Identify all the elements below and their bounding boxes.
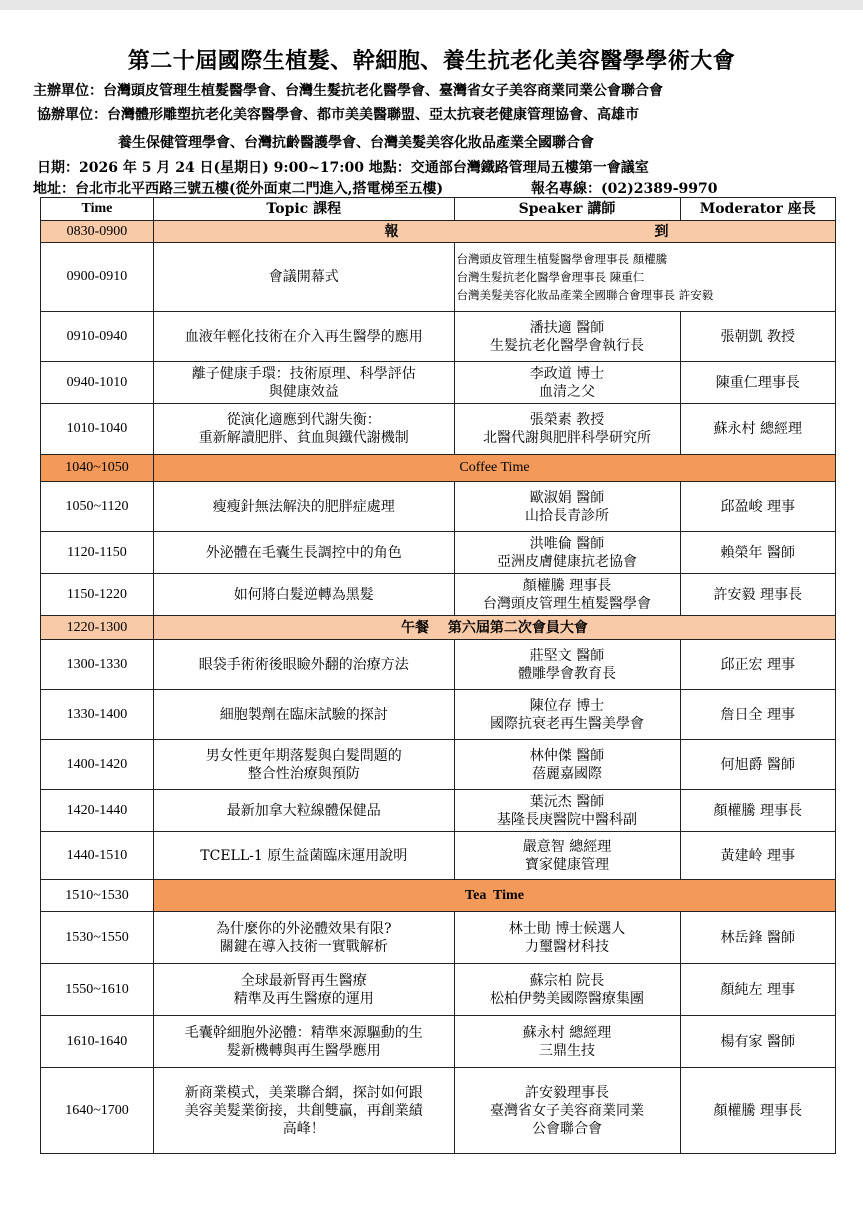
- header-moderator: Moderator 座長: [680, 198, 836, 221]
- lunch-row: [41, 616, 836, 640]
- lunch-label: 午餐 第六屆第二次會員大會: [153, 616, 835, 640]
- page-title: 第二十屆國際生植髮、幹細胞、養生抗老化美容醫學學術大會: [127, 48, 736, 74]
- time-cell: 1400-1420: [41, 740, 154, 790]
- header-topic: Topic 課程: [153, 198, 454, 221]
- tea-label: Tea Time: [153, 880, 835, 912]
- moderator-cell: 顏權騰 理事長: [680, 790, 836, 832]
- time-cell: 0940-1010: [41, 362, 154, 404]
- speaker-cell: 顏權騰 理事長 台灣頭皮管理生植髮醫學會: [454, 574, 680, 616]
- speaker-cell: 蘇宗柏 院長 松柏伊勢美國際醫療集團: [454, 964, 680, 1016]
- opening-row: [41, 243, 836, 312]
- topic-cell: 新商業模式，美業聯合網，探討如何跟 美容美髮業銜接，共創雙贏，再創業績 高峰！: [153, 1068, 454, 1154]
- topic-cell: 瘦瘦針無法解決的肥胖症處理: [153, 482, 454, 532]
- registration-label-b: 到: [654, 223, 669, 240]
- session-row: [41, 790, 836, 832]
- opening-speaker-1: 台灣頭皮管理生植髮醫學會理事長 顏權騰: [456, 252, 668, 266]
- time-cell: 1640~1700: [41, 1068, 154, 1154]
- session-row: [41, 740, 836, 790]
- speaker-cell: 洪唯倫 醫師 亞洲皮膚健康抗老協會: [454, 532, 680, 574]
- moderator-cell: 陳重仁理事長: [680, 362, 836, 404]
- session-row: [41, 362, 836, 404]
- schedule-table: [40, 197, 836, 1154]
- moderator-cell: 邱盈峻 理事: [680, 482, 836, 532]
- session-row: [41, 640, 836, 690]
- speaker-cell: 莊堅文 醫師 體雕學會教育長: [454, 640, 680, 690]
- co-organizer-line-1: 協辦單位：台灣體形雕塑抗老化美容醫學會、都市美美醫聯盟、亞太抗衰老健康管理協會、高雄市: [37, 107, 639, 123]
- top-bar: [0, 0, 863, 10]
- opening-speaker-2: 台灣生髮抗老化醫學會理事長 陳重仁: [456, 270, 645, 284]
- coffee-row: [41, 455, 836, 482]
- time-cell: 1610-1640: [41, 1016, 154, 1068]
- co-organizer-line-2: 養生保健管理學會、台灣抗齡醫護學會、台灣美髮美容化妝品產業全國聯合會: [118, 135, 594, 151]
- speaker-cell: 林士勛 博士候選人 力璽醫材科技: [454, 912, 680, 964]
- session-row: [41, 312, 836, 362]
- topic-cell: 眼袋手術術後眼瞼外翻的治療方法: [153, 640, 454, 690]
- time-cell: 1420-1440: [41, 790, 154, 832]
- topic-cell: 細胞製劑在臨床試驗的探討: [153, 690, 454, 740]
- topic-cell: 離子健康手環：技術原理、科學評估 與健康效益: [153, 362, 454, 404]
- session-row: [41, 404, 836, 455]
- moderator-cell: 顏權騰 理事長: [680, 1068, 836, 1154]
- registration-label: [153, 221, 835, 243]
- hotline: 報名專線：(02)2389-9970: [531, 181, 718, 197]
- moderator-cell: 蘇永村 總經理: [680, 404, 836, 455]
- session-row: [41, 912, 836, 964]
- session-row: [41, 832, 836, 880]
- speaker-cell: [454, 243, 835, 312]
- address-line: 地址：台北市北平西路三號五樓(從外面東二門進入,搭電梯至五樓): [33, 181, 444, 197]
- time-cell: 1220-1300: [41, 616, 154, 640]
- moderator-cell: 顏純左 理事: [680, 964, 836, 1016]
- topic-cell: 從演化適應到代謝失衡： 重新解讀肥胖、貧血與鐵代謝機制: [153, 404, 454, 455]
- moderator-cell: 許安毅 理事長: [680, 574, 836, 616]
- topic-cell: TCELL-1 原生益菌臨床運用說明: [153, 832, 454, 880]
- header-row: [41, 198, 836, 221]
- topic-cell: 最新加拿大粒線體保健品: [153, 790, 454, 832]
- topic-cell: 男女性更年期落髮與白髮問題的 整合性治療與預防: [153, 740, 454, 790]
- session-row: [41, 1016, 836, 1068]
- topic-cell: 如何將白髮逆轉為黑髮: [153, 574, 454, 616]
- speaker-cell: 蘇永村 總經理 三鼎生技: [454, 1016, 680, 1068]
- moderator-cell: 林岳鋒 醫師: [680, 912, 836, 964]
- time-cell: 0900-0910: [41, 243, 154, 312]
- topic-cell: 為什麼你的外泌體效果有限? 關鍵在導入技術一實戰解析: [153, 912, 454, 964]
- time-cell: 1150-1220: [41, 574, 154, 616]
- tea-row: [41, 880, 836, 912]
- moderator-cell: 張朝凱 教授: [680, 312, 836, 362]
- session-row: [41, 574, 836, 616]
- time-cell: 1300-1330: [41, 640, 154, 690]
- time-cell: 1510~1530: [41, 880, 154, 912]
- time-cell: 1550~1610: [41, 964, 154, 1016]
- speaker-cell: 嚴意智 總經理 寶家健康管理: [454, 832, 680, 880]
- speaker-cell: 葉沅杰 醫師 基隆長庚醫院中醫科副: [454, 790, 680, 832]
- topic-cell: 血液年輕化技術在介入再生醫學的應用: [153, 312, 454, 362]
- header-speaker: Speaker 講師: [454, 198, 680, 221]
- speaker-cell: 林仲傑 醫師 蓓麗嘉國際: [454, 740, 680, 790]
- time-cell: 1010-1040: [41, 404, 154, 455]
- date-venue-line: 日期：2026 年 5 月 24 日(星期日) 9:00~17:00 地點：交通部台灣鐵路管理局五樓第一會議室: [37, 160, 649, 176]
- session-row: [41, 532, 836, 574]
- session-row: [41, 964, 836, 1016]
- speaker-cell: 李政道 博士 血清之父: [454, 362, 680, 404]
- topic-cell: 外泌體在毛囊生長調控中的角色: [153, 532, 454, 574]
- time-cell: 1040~1050: [41, 455, 154, 482]
- speaker-cell: 許安毅理事長 臺灣省女子美容商業同業 公會聯合會: [454, 1068, 680, 1154]
- registration-label-a: 報: [384, 223, 399, 240]
- moderator-cell: 賴榮年 醫師: [680, 532, 836, 574]
- speaker-cell: 張榮素 教授 北醫代謝與肥胖科學研究所: [454, 404, 680, 455]
- topic-cell: 毛囊幹細胞外泌體：精準來源驅動的生 髮新機轉與再生醫學應用: [153, 1016, 454, 1068]
- speaker-cell: 歐淑娟 醫師 山拾長青診所: [454, 482, 680, 532]
- header-time: Time: [41, 198, 154, 221]
- time-cell: 0910-0940: [41, 312, 154, 362]
- topic-cell: 會議開幕式: [153, 243, 454, 312]
- moderator-cell: 邱正宏 理事: [680, 640, 836, 690]
- time-cell: 0830-0900: [41, 221, 154, 243]
- moderator-cell: 黃建岭 理事: [680, 832, 836, 880]
- time-cell: 1050~1120: [41, 482, 154, 532]
- opening-speaker-3: 台灣美髮美容化妝品產業全國聯合會理事長 許安毅: [456, 288, 714, 302]
- time-cell: 1530~1550: [41, 912, 154, 964]
- time-cell: 1440-1510: [41, 832, 154, 880]
- speaker-cell: 陳位存 博士 國際抗衰老再生醫美學會: [454, 690, 680, 740]
- session-row: [41, 482, 836, 532]
- speaker-cell: 潘扶適 醫師 生髮抗老化醫學會執行長: [454, 312, 680, 362]
- organizer-line: 主辦單位：台灣頭皮管理生植髮醫學會、台灣生髮抗老化醫學會、臺灣省女子美容商業同業公會聯合會: [33, 83, 663, 99]
- session-row: [41, 690, 836, 740]
- registration-row: [41, 221, 836, 243]
- topic-cell: 全球最新腎再生醫療 精準及再生醫療的運用: [153, 964, 454, 1016]
- moderator-cell: 楊有家 醫師: [680, 1016, 836, 1068]
- coffee-label: Coffee Time: [153, 455, 835, 482]
- moderator-cell: 詹日全 理事: [680, 690, 836, 740]
- session-row: [41, 1068, 836, 1154]
- time-cell: 1120-1150: [41, 532, 154, 574]
- time-cell: 1330-1400: [41, 690, 154, 740]
- moderator-cell: 何旭爵 醫師: [680, 740, 836, 790]
